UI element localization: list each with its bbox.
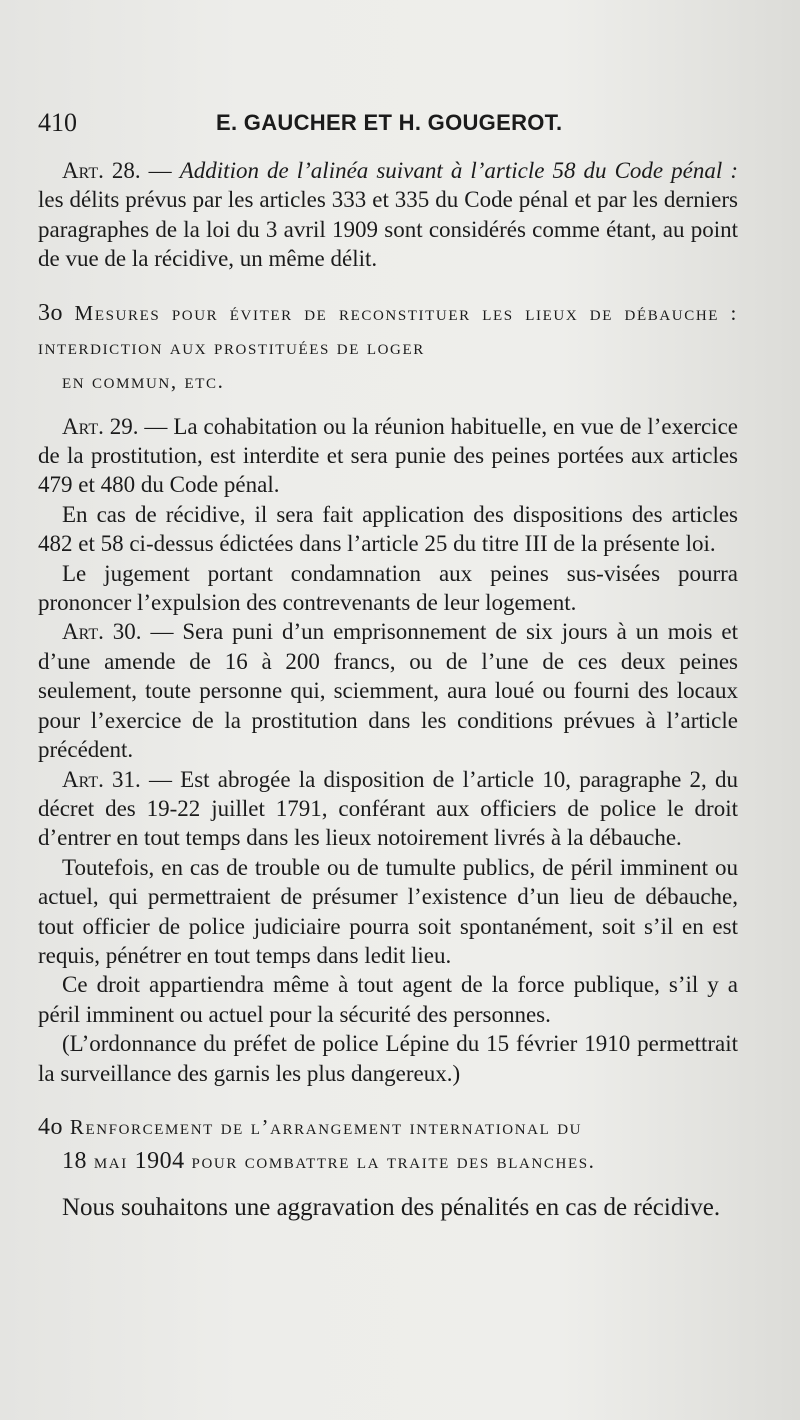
section-3-line1: Mesures pour éviter de reconstituer les lieux de débauche : interdiction aux prostituées de loger bbox=[38, 300, 738, 359]
article-28-label: Art. 28. bbox=[62, 158, 141, 183]
article-30-text: — Sera puni d’un emprisonnement de six jours à un mois et d’une amende de 16 à 200 francs, ou de l’une de ces deux peines seulement, toute personne qui, sciemment, aura loué ou fourni des locaux pour l’exercice de la prostitution dans les conditions prévues à l’article précédent. bbox=[38, 619, 738, 763]
article-28 bbox=[38, 156, 738, 274]
section-3-heading bbox=[38, 296, 738, 398]
article-31-para3: Ce droit appartiendra même à tout agent de la force publique, s’il y a péril imminent ou actuel pour la sécurité des personnes. bbox=[38, 972, 738, 1027]
section-4-rest: pour combattre la traite des blanches. bbox=[184, 1148, 596, 1173]
article-30 bbox=[38, 617, 738, 764]
page-number: 410 bbox=[38, 108, 77, 137]
article-29-text: — La cohabitation ou la réunion habituelle, en vue de l’exercice de la prostitution, est interdite et sera punie des peines portées aux articles 479 et 480 du Code pénal. bbox=[38, 413, 738, 498]
article-31-label: Art. 31. bbox=[62, 766, 141, 792]
article-29-label: Art. 29. bbox=[62, 413, 139, 439]
section-4-heading bbox=[38, 1110, 738, 1178]
section-3-number: 3o bbox=[38, 299, 63, 326]
section-3-line2: en commun, etc. bbox=[62, 368, 225, 393]
article-31 bbox=[38, 765, 738, 853]
section-4-line1: Renforcement de l’arrangement international du bbox=[63, 1114, 583, 1139]
article-29-para2: En cas de récidive, il sera fait application des dispositions des articles 482 et 58 ci-dessus édictées dans l’article 25 du titre III de la présente loi. bbox=[38, 501, 738, 557]
section-4-number: 4o bbox=[38, 1113, 63, 1140]
article-30-label: Art. 30. bbox=[62, 619, 142, 645]
article-28-italic: Addition de l’alinéa suivant à l’article 58 du Code pénal : bbox=[179, 158, 738, 183]
section-4-day: 18 bbox=[62, 1147, 87, 1174]
article-29 bbox=[38, 412, 738, 500]
article-31-para2: Toutefois, en cas de trouble ou de tumulte publics, de péril imminent ou actuel, qui permettraient de présumer l’existence d’un lieu de débauche, tout officier de police judiciaire pourra soit spontanément, soit s’il en est requis, pénétrer en tout temps dans ledit lieu. bbox=[38, 854, 738, 968]
article-29-para3: Le jugement portant condamnation aux peines sus-visées pourra prononcer l’expulsion des contrevenants de leur logement. bbox=[38, 560, 738, 616]
article-28-text: les délits prévus par les articles 333 et 335 du Code pénal et par les derniers paragraphes de la loi du 3 avril 1909 sont considérés comme étant, au point de vue de la récidive, un même délit. bbox=[38, 187, 738, 272]
article-31-para4: (L’ordonnance du préfet de police Lépine du 15 février 1910 permettrait la surveillance des garnis les plus dangereux.) bbox=[38, 1031, 738, 1086]
article-28-dash: — bbox=[140, 158, 180, 183]
page-text bbox=[38, 100, 738, 1224]
article-31-text: — Est abrogée la disposition de l’article 10, paragraphe 2, du décret des 19-22 juillet 1791, conférant aux officiers de police le droit d’entrer en tout temps dans les lieux notoirement livrés à la débauche. bbox=[38, 766, 738, 851]
running-head: E. GAUCHER ET H. GOUGEROT. bbox=[216, 110, 563, 135]
section-4-month: mai bbox=[87, 1148, 135, 1173]
section-4-line2 bbox=[38, 1144, 738, 1178]
closing-paragraph: Nous souhaitons une aggravation des pénalités en cas de récidive. bbox=[62, 1193, 721, 1221]
page-header bbox=[38, 100, 738, 156]
section-4-year: 1904 bbox=[134, 1147, 185, 1174]
